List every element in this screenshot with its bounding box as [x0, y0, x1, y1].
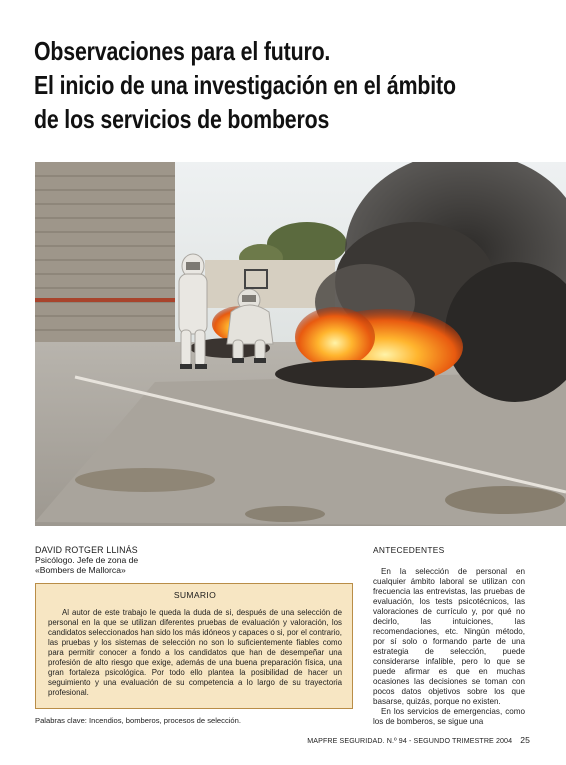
summary-box: [35, 583, 353, 709]
title-line-3: de los servicios de bomberos: [34, 104, 330, 134]
summary-text: Al autor de este trabajo le queda la duda de si, después de una selección de personal en la que se utilizan diferentes pruebas de evaluación y valoración, los candidatos seleccionados han sido los más idóneos y capaces o si, por el contrario, las pruebas y los sistemas de selección no son lo suficientemente fiables como para permitir conocer a fondo a los candidatos que han de desempeñar una profesión de alto riesgo que exige, además de una buena preparación física, una gran fortaleza psicológica. Por todo ello plantea la posibilidad de hacer un seguimiento y una evaluación de su competencia a lo largo de su trayectoria profesional.: [48, 608, 342, 697]
antecedentes-paragraph-2: En los servicios de emergencias, como los de bomberos, se sigue una: [373, 707, 525, 726]
author-role-line-2: «Bombers de Mallorca»: [35, 565, 126, 575]
antecedentes-column: [373, 545, 525, 727]
antecedentes-paragraph-1: En la selección de personal en cualquier ámbito laboral se utilizan con frecuencia las entrevistas, las pruebas de evaluación, los tests psicotécnicos, las valoraciones de currículo y, por qué no decirlo, las intuiciones, las recomendaciones, etc. Ningún método, por sí solo o formando parte de una estrategia de selección, puede considerarse infalible, pero lo que se puede afirmar es que en muchas ocasiones las decisiones se toman con pocos datos objetivos sobre los que basarse, quizás, porque no existen.: [373, 567, 525, 706]
author-name: DAVID ROTGER LLINÁS: [35, 545, 138, 555]
title-line-1: Observaciones para el futuro.: [34, 36, 331, 66]
title-line-2: El inicio de una investigación en el ámbito: [34, 70, 456, 100]
page-number: 25: [520, 735, 530, 745]
article-title: [34, 34, 456, 136]
antecedentes-heading: ANTECEDENTES: [373, 545, 445, 555]
page-footer: [300, 735, 530, 745]
publication-info: MAPFRE SEGURIDAD. N.º 94 - SEGUNDO TRIMESTRE 2004: [307, 737, 513, 745]
author-block: [35, 545, 335, 575]
firefighters-training-photo: [35, 162, 566, 526]
summary-heading: SUMARIO: [173, 590, 217, 600]
keywords: Palabras clave: Incendios, bomberos, procesos de selección.: [35, 716, 241, 725]
author-role-line-1: Psicólogo. Jefe de zona de: [35, 555, 139, 565]
